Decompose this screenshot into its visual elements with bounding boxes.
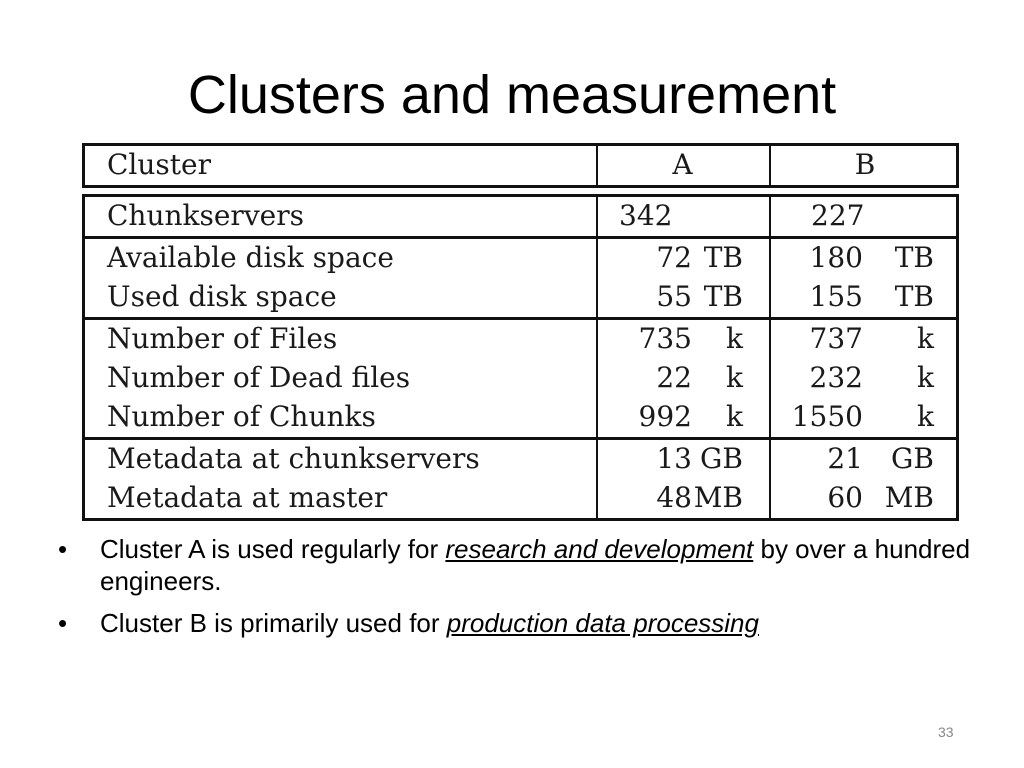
header-col-b: B [854,148,876,181]
slide-title: Clusters and measurement [187,65,837,125]
value-a: 48 [656,481,692,514]
bullet-text: Cluster B is primarily used for [100,608,447,638]
value-b: 232 [809,361,863,394]
value-b: 737 [809,322,863,355]
value-a: 22 [656,361,692,394]
unit-a: TB [703,241,743,274]
value-a: 72 [656,241,692,274]
unit-b: k [917,400,934,433]
table-row [85,197,956,236]
value-b: 155 [809,280,863,313]
table-group [82,194,959,236]
row-label: Chunkservers [107,199,304,232]
unit-b: TB [894,241,934,274]
bullet-emphasis: production data processing [446,608,759,638]
table-row [85,278,956,317]
value-b: 180 [809,241,863,274]
row-label: Available disk space [107,241,394,274]
table-row [85,440,956,479]
table-group [82,236,959,317]
value-b: 21 [827,442,863,475]
page-number: 33 [938,724,954,740]
bullet-item [58,533,978,597]
value-a: 992 [638,400,692,433]
table-group [82,437,959,521]
value-a: 55 [656,280,692,313]
unit-b: k [917,361,934,394]
table-row [85,320,956,359]
bullet-text: Cluster A is used regularly for [100,534,446,564]
cluster-table [82,143,959,521]
unit-a: k [726,322,743,355]
bullet-marker: • [58,608,68,638]
header-label: Cluster [107,148,211,181]
unit-a: k [726,361,743,394]
table-header [82,143,959,188]
bullet-marker: • [58,534,68,564]
row-label: Number of Files [107,322,338,355]
value-b: 227 [811,199,865,232]
unit-b: k [917,322,934,355]
table-row [85,479,956,518]
row-label: Metadata at master [107,481,388,514]
bullet-emphasis: research and development [445,534,754,564]
table-row [85,398,956,437]
unit-b: GB [891,442,934,475]
bullet-text: by over a hundred engineers. [100,534,971,596]
row-label: Number of Chunks [107,400,376,433]
value-b: 60 [827,481,863,514]
unit-a: k [726,400,743,433]
value-a: 342 [619,199,673,232]
unit-a: TB [703,280,743,313]
header-col-a: A [672,148,693,181]
row-label: Metadata at chunkservers [107,442,480,475]
unit-b: MB [884,481,934,514]
table-row [85,359,956,398]
table-group [82,317,959,437]
bullet-item [58,607,978,639]
table-row [85,239,956,278]
row-label: Number of Dead files [107,361,411,394]
unit-b: TB [894,280,934,313]
row-label: Used disk space [107,280,337,313]
unit-a: GB [700,442,743,475]
unit-a: MB [693,481,743,514]
value-a: 735 [638,322,692,355]
value-a: 13 [656,442,692,475]
value-b: 1550 [791,400,863,433]
bullet-list [58,533,978,649]
